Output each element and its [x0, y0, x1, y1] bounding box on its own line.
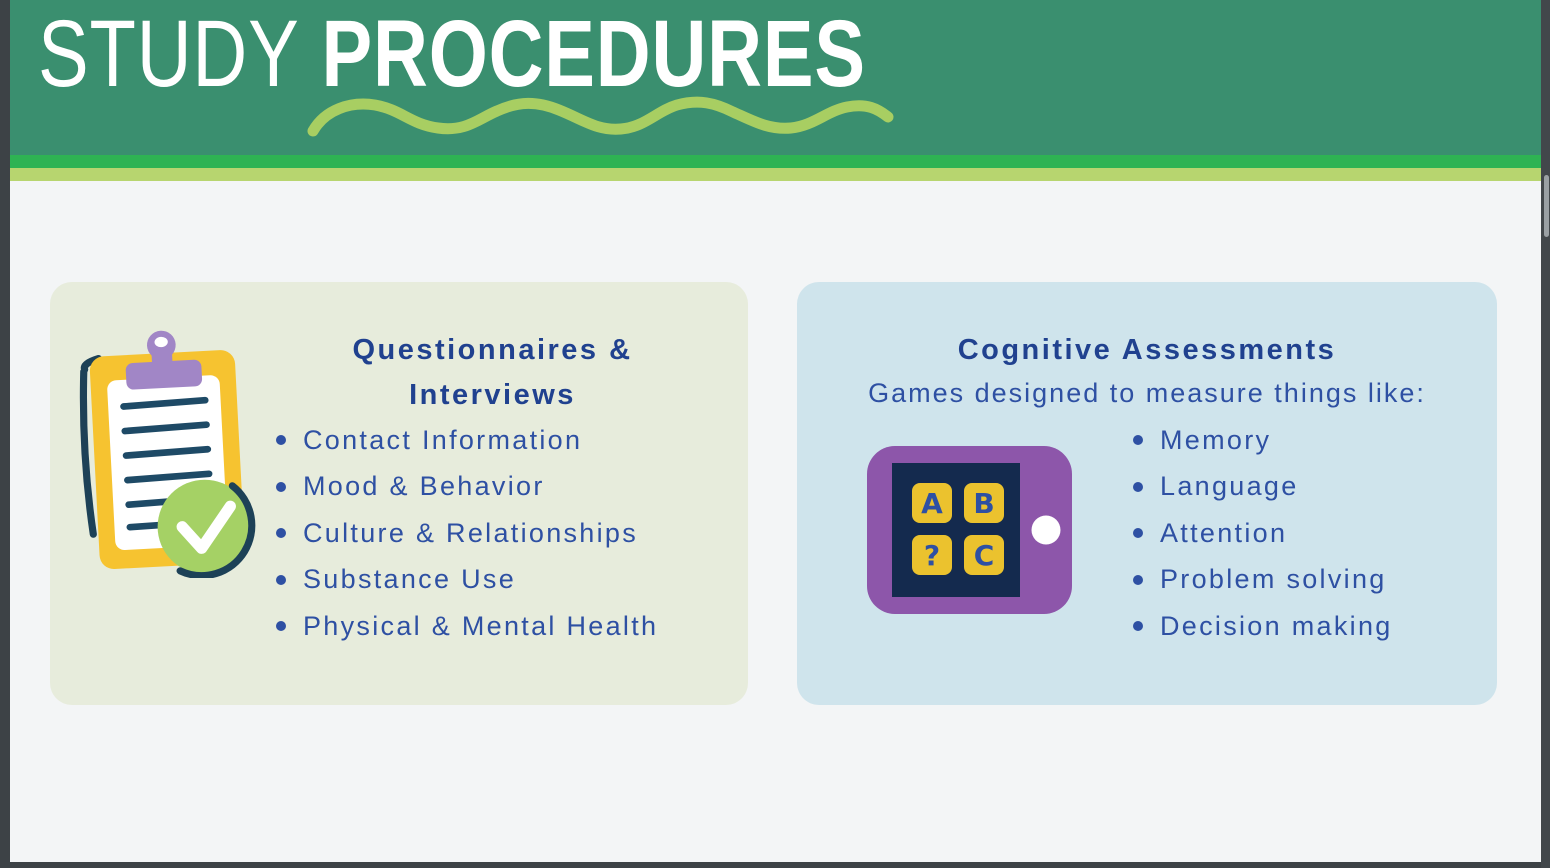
list-item	[1133, 473, 1393, 501]
bullet-label: Contact Information	[303, 424, 583, 455]
list-item	[276, 473, 658, 501]
cognitive-bullet-list	[1133, 426, 1393, 659]
card-questionnaires-interviews	[50, 282, 748, 705]
tablet-screen	[892, 463, 1020, 597]
list-item	[276, 426, 658, 454]
bullet-label: Culture & Relationships	[303, 517, 639, 548]
page-title-bold: PROCEDURES	[321, 1, 866, 107]
bullet-label: Mood & Behavior	[303, 471, 545, 501]
list-item	[1133, 519, 1393, 547]
bullet-dot	[276, 435, 286, 445]
bullet-dot	[276, 575, 286, 585]
bullet-dot	[1133, 575, 1143, 585]
questionnaires-title-line2: Interviews	[409, 379, 576, 411]
bullet-label: Substance Use	[303, 564, 517, 594]
questionnaires-bullet-list	[276, 426, 658, 659]
list-item	[276, 519, 658, 547]
page-title	[38, 1, 866, 107]
clipboard-checklist-icon	[76, 322, 272, 578]
list-item	[1133, 566, 1393, 594]
tablet-key-letter: A	[921, 487, 943, 520]
scrollbar-thumb[interactable]	[1544, 175, 1549, 237]
list-item	[276, 566, 658, 594]
tablet-key-letter: B	[973, 487, 995, 520]
list-item	[276, 612, 658, 640]
bullet-dot	[1133, 482, 1143, 492]
questionnaires-card-title	[255, 328, 730, 418]
bullet-dot	[276, 621, 286, 631]
bullet-label: Physical & Mental Health	[303, 610, 659, 641]
bullet-dot	[1133, 528, 1143, 538]
tablet-game-icon	[867, 446, 1075, 618]
slide-viewport	[10, 0, 1541, 862]
bullet-dot	[1133, 435, 1143, 445]
accent-stripe-green	[10, 155, 1541, 168]
bullet-label: Problem solving	[1160, 564, 1387, 594]
card-cognitive-assessments	[797, 282, 1497, 705]
bullet-label: Memory	[1160, 424, 1272, 455]
tablet-home-button	[1032, 516, 1061, 545]
bullet-label: Language	[1160, 471, 1299, 501]
bullet-dot	[1133, 621, 1143, 631]
cognitive-card-title: Cognitive Assessments	[957, 334, 1337, 366]
header-banner	[10, 0, 1541, 155]
bullet-label: Attention	[1160, 517, 1288, 548]
scrollbar-track[interactable]	[1541, 0, 1550, 868]
bullet-dot	[276, 482, 286, 492]
tablet-key-letter: ?	[923, 539, 941, 572]
accent-stripe-light-green	[10, 168, 1541, 181]
bullet-dot	[276, 528, 286, 538]
list-item	[1133, 426, 1393, 454]
bullet-label: Decision making	[1160, 610, 1393, 641]
tablet-key-letter: C	[973, 539, 995, 572]
questionnaires-title-line1: Questionnaires &	[352, 334, 633, 366]
page-title-light: STUDY	[38, 1, 300, 107]
list-item	[1133, 612, 1393, 640]
cognitive-card-subtitle: Games designed to measure things like:	[868, 378, 1426, 408]
